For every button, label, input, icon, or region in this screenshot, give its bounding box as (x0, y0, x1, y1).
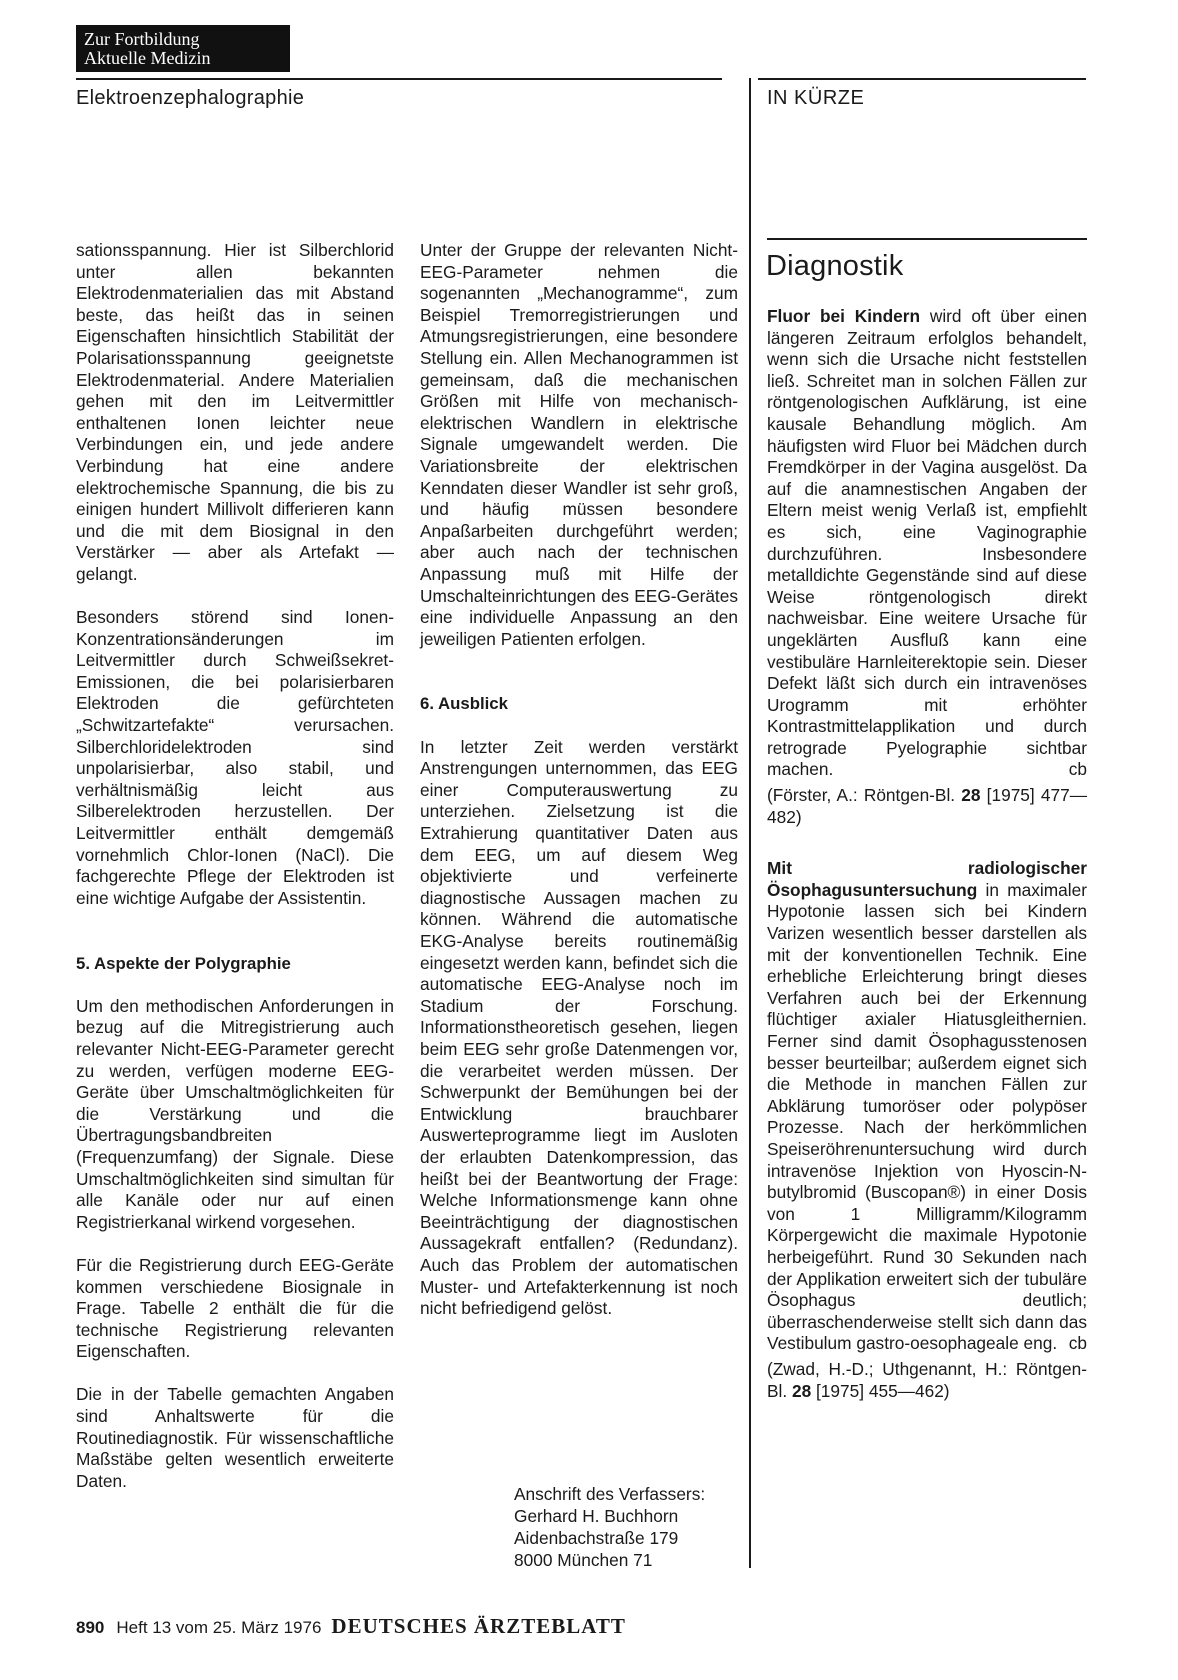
reference-text: (Zwad, H.-D.; Uthgenannt, H.: Röntgen-Bl. (767, 1358, 1087, 1401)
issue-info: Heft 13 vom 25. März 1976 (116, 1618, 322, 1637)
author-initials: cb (1068, 1333, 1087, 1354)
paragraph: In letzter Zeit werden verstärkt Anstrengungen unternommen, das EEG einer Computerauswertung zu unterziehen. Zielsetzung ist die Extrahierung quantitativer Daten aus dem EEG, um auf diesem Weg objektivierte und verfeinerte diagnostische Aussagen machen zu können. Während die automatische EKG-Analyse bereits routinemäßig eingesetzt werden kann, befindet sich die automatische EEG-Analyse noch im Stadium der Forschung. Informationstheoretisch gesehen, liegen beim EEG sehr große Datenmengen vor, die verarbeitet werden müssen. Der Schwerpunkt der Bemühungen bei der Entwicklung brauchbarer Auswerteprogramme liegt im Ausloten der erlaubten Datenkompression, das heißt bei der Beantwortung der Frage: Welche Informationsmenge kann ohne Beeinträchtigung der diagnostischen Aussagekraft entfallen? (Redundanz). Auch das Problem der automatischen Muster- und Artefakterkennung ist noch nicht befriedigend gelöst. (420, 736, 738, 1319)
page-footer (76, 1614, 626, 1639)
header-rule-right (758, 78, 1086, 80)
reference-text: [1975] 477—482) (767, 785, 1087, 827)
journal-name: DEUTSCHES ÄRZTEBLATT (331, 1614, 626, 1638)
address-label: Anschrift des Verfassers: (514, 1484, 706, 1504)
reference (767, 785, 1087, 828)
page-number: 890 (76, 1618, 105, 1637)
news-item-lead: Fluor bei Kindern (767, 306, 921, 326)
address-city: 8000 München 71 (514, 1550, 653, 1570)
paragraph: Für die Registrierung durch EEG-Geräte kommen verschiedene Biosignale in Frage. Tabelle 2 enthält die für die technische Registrierung relevanten Eigenschaften. (76, 1254, 394, 1362)
header-rule-left (76, 78, 722, 80)
badge-line-1: Zur Fortbildung (84, 29, 200, 49)
paragraph: Um den methodischen Anforderungen in bezug auf die Mitregistrierung auch relevanter Nicht-EEG-Parameter gerecht zu werden, verfügen moderne EEG-Geräte über Umschaltmöglichkeiten für die Verstärkung und die Übertragungsbandbreiten (Frequenzumfang) der Signale. Diese Umschaltmöglichkeiten sind simultan für alle Kanäle oder nur auf einen Registrierkanal wirkend vorgesehen. (76, 995, 394, 1232)
article-column-1 (76, 240, 394, 1492)
section-badge (76, 25, 290, 72)
reference (767, 1359, 1087, 1402)
address-street: Aidenbachstraße 179 (514, 1528, 679, 1548)
reference-text: [1975] 455—462) (811, 1380, 950, 1401)
news-item-text: wird oft über einen längeren Zeitraum erfolglos behandelt, wenn sich die Ursache nicht feststellen ließ. Schreitet man in solchen Fällen zur röntgenologischen Aufklärung, ist eine kausale Behandlung möglich. Am häufigsten wird Fluor bei Mädchen durch Fremdkörper in der Vagina ausgelöst. Da auf die anamnestischen Angaben der Eltern meist wenig Verlaß ist, empfiehlt es sich, eine Vaginographie durchzuführen. Insbesondere metalldichte Gegenstände sind auf diese Weise röntgenologisch direkt nachweisbar. Eine weitere Ursache für ungeklärten Ausfluß kann eine vestibuläre Harnleiterektopie sein. Dieser Defekt läßt sich durch ein intravenöses Urogramm mit erhöhter Kontrastmittelapplikation und durch retrograde Pyelographie sichtbar machen. (767, 306, 1087, 780)
reference-volume: 28 (791, 1380, 812, 1401)
section-heading-ausblick: 6. Ausblick (420, 694, 508, 714)
news-item-oesophagus (767, 858, 1087, 1355)
news-item-lead: Mit radiologischer Ösophagusuntersuchung (767, 858, 1087, 900)
running-header-topic: Elektroenzephalographie (76, 87, 305, 109)
news-item-text: in maximaler Hypotonie lassen sich bei Kindern Varizen wesentlich besser darstellen als mit der konventionellen Technik. Eine erhebliche Erleichterung bringt dieses Verfahren auch bei der Erkennung flüchtiger axialer Hiatusgleithernien. Ferner sind damit Ösophagusstenosen besser beurteilbar; außerdem eignet sich die Methode in manchen Fällen zur Abklärung tumoröser oder polypöser Prozesse. Nach der herkömmlichen Speiseröhrenuntersuchung wird durch intravenöse Injektion von Hyoscin-N-butylbromid (Buscopan®) in einer Dosis von 1 Milligramm/Kilogramm Körpergewicht die maximale Hypotonie herbeigeführt. Rund 30 Sekunden nach der Applikation erweitert sich der tubuläre Ösophagus deutlich; überraschenderweise stellt sich dann das Vestibulum gastro-oesophageale eng. (767, 879, 1087, 1354)
paragraph: Die in der Tabelle gemachten Angaben sind Anhaltswerte für die Routinediagnostik. Für wissenschaftliche Maßstäbe gelten wesentlich erweiterte Daten. (76, 1384, 394, 1491)
author-name: Gerhard H. Buchhorn (514, 1506, 679, 1526)
section-heading-polygraphie: 5. Aspekte der Polygraphie (76, 953, 291, 973)
running-header-section: IN KÜRZE (767, 87, 865, 109)
diagnostik-rule (767, 238, 1087, 240)
news-item-fluor (767, 306, 1087, 781)
author-address (514, 1483, 705, 1571)
paragraph: sationsspannung. Hier ist Silberchlorid unter allen bekannten Elektrodenmaterialien das mit Abstand beste, das heißt das in seinen Eigenschaften hinsichtlich Stabilität der Polarisationsspannung geeignetste Elektrodenmaterial. Andere Materialien gehen mit den im Leitvermittler enthaltenen Ionen leichter neue Verbindungen ein, und jede andere Verbindung hat eine andere elektrochemische Spannung, die bis zu einigen hundert Millivolt differieren kann und die mit dem Biosignal in den Verstärker — aber als Artefakt — gelangt. (76, 240, 394, 584)
author-initials: cb (1068, 759, 1087, 780)
diagnostik-heading: Diagnostik (766, 250, 904, 282)
article-column-2 (420, 240, 738, 1320)
paragraph: Unter der Gruppe der relevanten Nicht-EEG-Parameter nehmen die sogenannten „Mechanogramme“, zum Beispiel Tremorregistrierungen und Atmungsregistrierungen, eine besondere Stellung ein. Allen Mechanogrammen ist gemeinsam, daß die mechanischen Größen mit Hilfe von mechanisch-elektrischen Wandlern in elektrische Signale umgewandelt werden. Die Variationsbreite der elektrischen Kenndaten dieser Wandler ist sehr groß, und häufig müssen besondere Anpaßarbeiten durchgeführt werden; aber auch nach der technischen Anpassung muß mit Hilfe der Umschalteinrichtungen des EEG-Gerätes eine individuelle Anpassung an den jeweiligen Patienten erfolgen. (420, 240, 738, 649)
badge-line-2: Aktuelle Medizin (84, 48, 211, 68)
column-divider (749, 78, 751, 1568)
paragraph: Besonders störend sind Ionen-Konzentrationsänderungen im Leitvermittler durch Schweißsekret-Emissionen, die bei polarisierbaren Elektroden die gefürchteten „Schwitzartefakte“ verursachen. Silberchloridelektroden sind unpolarisierbar, also stabil, und verhältnismäßig leicht aus Silberelektroden herzustellen. Der Leitvermittler enthält demgemäß vornehmlich Chlor-Ionen (NaCl). Die fachgerechte Pflege der Elektroden ist eine wichtige Aufgabe der Assistentin. (76, 607, 394, 908)
reference-volume: 28 (961, 785, 981, 806)
reference-text: (Förster, A.: Röntgen-Bl. (767, 785, 962, 806)
news-column (767, 306, 1087, 1402)
